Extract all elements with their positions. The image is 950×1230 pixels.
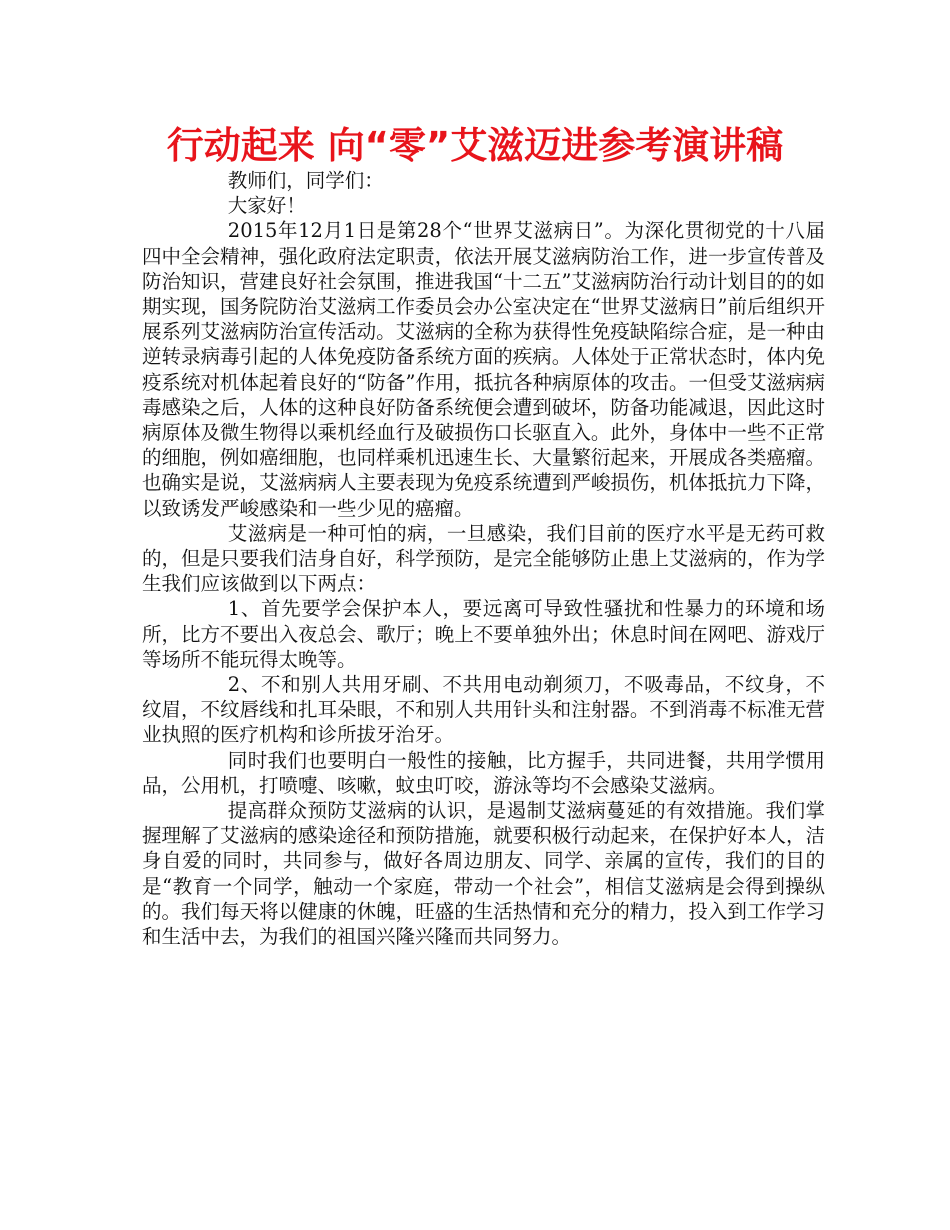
list-item-point-1: 1、首先要学会保护本人，要远离可导致性骚扰和性暴力的环境和场所，比方不要出入夜总会、歌厅；晚上不要单独外出；休息时间在网吧、游戏厅等场所不能玩得太晚等。 bbox=[142, 597, 825, 671]
body-paragraph-prevention: 艾滋病是一种可怕的病，一旦感染，我们目前的医疗水平是无药可救的，但是只要我们洁身自好，科学预防，是完全能够防止患上艾滋病的，作为学生我们应该做到以下两点： bbox=[142, 521, 825, 596]
body-paragraph-conclusion: 提高群众预防艾滋病的认识，是遏制艾滋病蔓延的有效措施。我们掌握理解了艾滋病的感染途径和预防措施，就要积极行动起来，在保护好本人，洁身自爱的同时，共同参与，做好各周边朋友、同学、亲属的宣传，我们的目的是“教育一个同学，触动一个家庭，带动一个社会”，相信艾滋病是会得到操纵的。我们每天将以健康的休魄，旺盛的生活热情和充分的精力，投入到工作学习和生活中去，为我们的祖国兴隆兴隆而共同努力。 bbox=[142, 799, 825, 949]
list-item-point-2: 2、不和别人共用牙刷、不共用电动剃须刀，不吸毒品，不纹身，不纹眉，不纹唇线和扎耳朵眼，不和别人共用针头和注射器。不到消毒不标准无营业执照的医疗机构和诊所拔牙治牙。 bbox=[142, 673, 825, 747]
body-paragraph-intro: 2015年12月1日是第28个“世界艾滋病日”。为深化贯彻党的十八届四中全会精神，强化政府法定职责，依法开展艾滋病防治工作，进一步宣传普及防治知识，营建良好社会氛围，推进我国“十二五”艾滋病防治行动计划目的的如期实现，国务院防治艾滋病工作委员会办公室决定在“世界艾滋病日”前后组织开展系列艾滋病防治宣传活动。艾滋病的全称为获得性免疫缺陷综合症，是一种由逆转录病毒引起的人体免疫防备系统方面的疾病。人体处于正常状态时，体内免疫系统对机体起着良好的“防备”作用，抵抗各种病原体的攻击。一但受艾滋病病毒感染之后，人体的这种良好防备系统便会遭到破坏，防备功能减退，因此这时病原体及微生物得以乘机经血行及破损伤口长驱直入。此外，身体中一些不正常的细胞，例如癌细胞，也同样乘机迅速生长、大量繁衍起来，开展成各类癌瘤。也确实是说，艾滋病病人主要表现为免疫系统遭到严峻损伤，机体抵抗力下降，以致诱发严峻感染和一些少见的癌瘤。 bbox=[142, 219, 825, 520]
body-paragraph-contact: 同时我们也要明白一般性的接触，比方握手，共同进餐，共用学惯用品，公用机，打喷嚏、咳嗽，蚊虫叮咬，游泳等均不会感染艾滋病。 bbox=[142, 748, 825, 797]
greeting-paragraph: 大家好！ bbox=[227, 194, 306, 218]
document-title: 行动起来 向“零”艾滋迈进参考演讲稿 bbox=[166, 124, 784, 167]
document-body bbox=[142, 168, 825, 949]
salutation-paragraph: 教师们，同学们： bbox=[227, 169, 384, 192]
